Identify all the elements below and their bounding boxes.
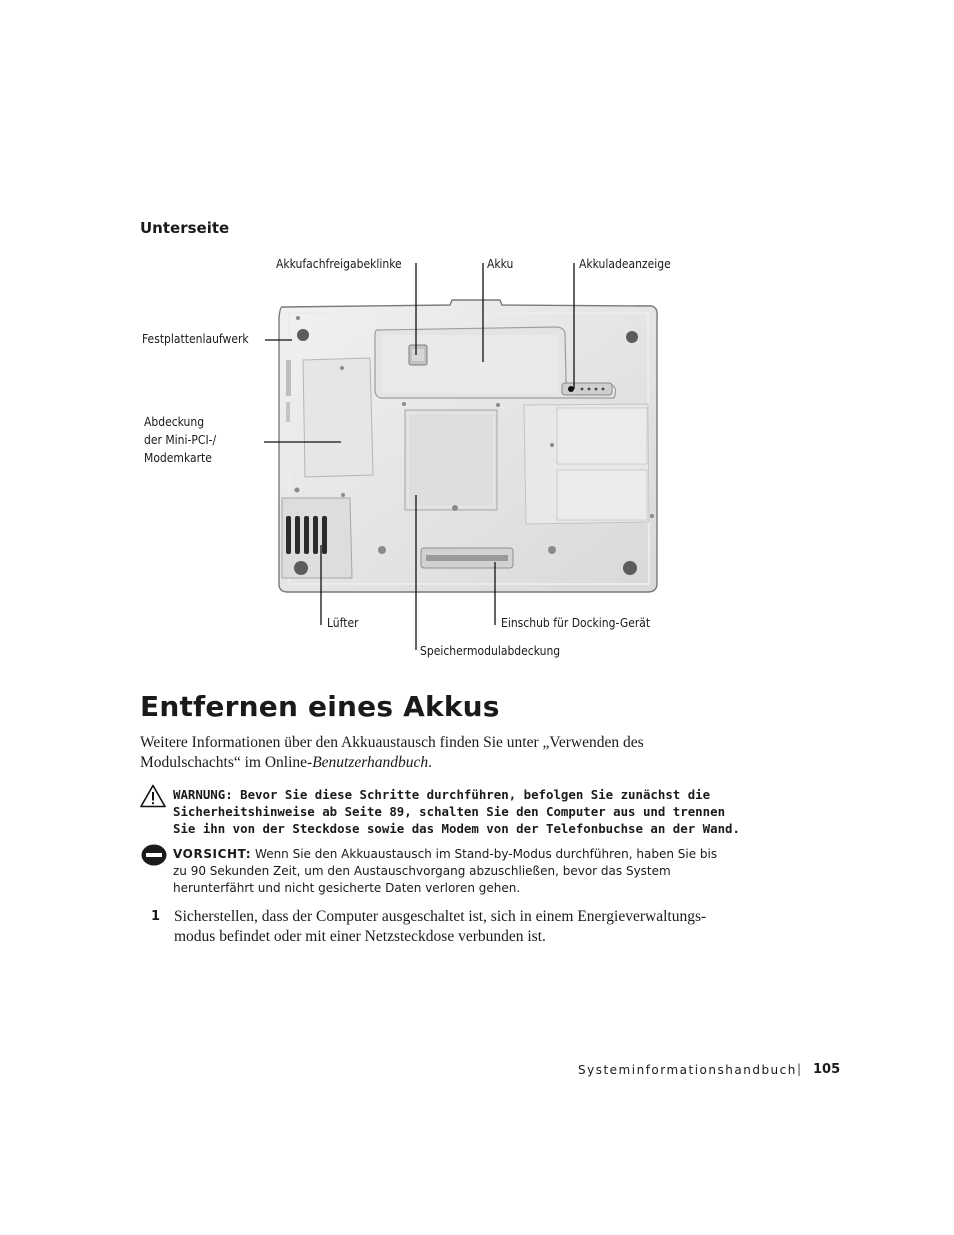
callout-hard-drive: Festplattenlaufwerk (142, 332, 249, 346)
step-text: Sicherstellen, dass der Computer ausgeschaltet ist, sich in einem Energieverwaltungs-modus befindet oder mit einer Netzsteckdose verbunden ist. (174, 908, 707, 945)
callout-mini-pci-line3: Modemkarte (144, 451, 212, 465)
callout-memory-cover: Speichermodulabdeckung (420, 644, 561, 658)
intro-paragraph (140, 733, 740, 773)
callout-battery-latch: Akkufachfreigabeklinke (276, 257, 402, 271)
section-title: Unterseite (140, 219, 230, 237)
page-heading: Entfernen eines Akkus (140, 690, 500, 723)
callout-fan: Lüfter (327, 616, 359, 630)
warning-triangle-icon (140, 784, 166, 808)
notice-text: Wenn Sie den Akkuaustausch im Stand-by-Modus durchführen, haben Sie bis zu 90 Sekunden Zeit, um den Austauschvorgang abzuschließen, bevor das System herunterfährt und nicht gesicherte Daten verloren gehen. (173, 847, 718, 895)
intro-text: Weitere Informationen über den Akkuaustausch finden Sie unter „Verwenden des Modulschachts“ im Online- (140, 734, 644, 771)
callout-docking-slot: Einschub für Docking-Gerät (501, 616, 651, 630)
notice-stop-icon (141, 844, 167, 866)
callout-mini-pci-line1: Abdeckung (144, 415, 205, 429)
callout-charge-gauge: Akkuladeanzeige (579, 257, 671, 271)
callout-battery: Akku (487, 257, 514, 271)
notice-label: VORSICHT: (173, 847, 252, 861)
footer-separator: | (797, 1062, 802, 1076)
laptop-underside-illustration (264, 258, 684, 668)
intro-italic: Benutzerhandbuch (312, 754, 429, 771)
page-number: 105 (813, 1062, 841, 1077)
callout-mini-pci-line2: der Mini-PCI-/ (144, 433, 217, 447)
intro-text-end: . (428, 754, 433, 771)
step-number: 1 (151, 909, 161, 924)
warning-text: WARNUNG: Bevor Sie diese Schritte durchführen, befolgen Sie zunächst die Sicherheitshinweise ab Seite 89, schalten Sie den Computer aus und trennen Sie ihn von der Steckdose sowie das Modem von der Telefonbuchse an der Wand. (173, 787, 740, 836)
footer-title: Systeminformationshandbuch (578, 1063, 797, 1077)
notice-paragraph (173, 846, 733, 897)
